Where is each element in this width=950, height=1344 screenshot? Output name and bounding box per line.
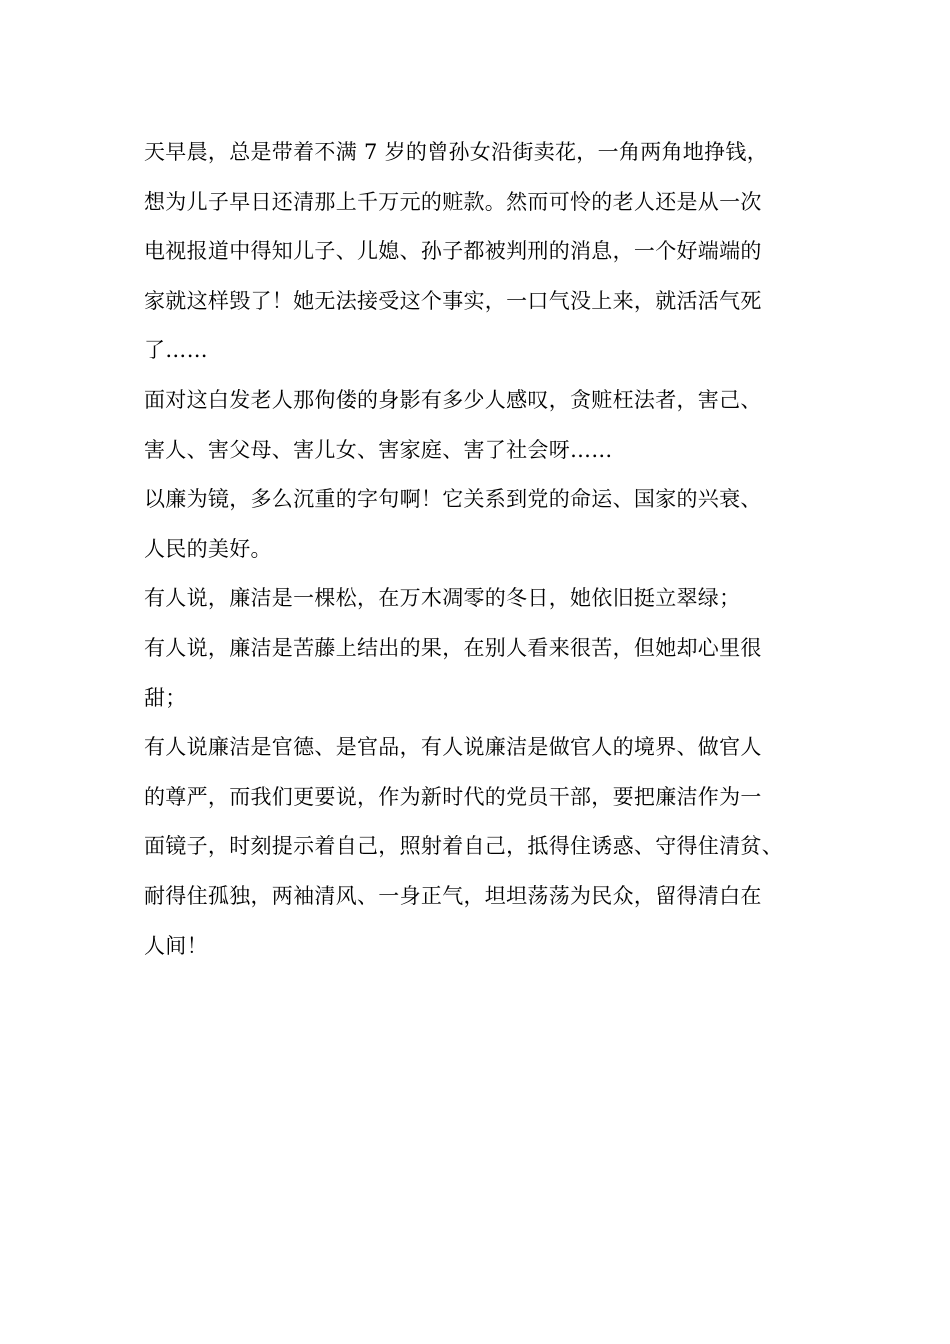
text-line: 人间！ xyxy=(144,933,208,958)
text-line: 了…… xyxy=(144,338,208,363)
text-line: 想为儿子早日还清那上千万元的赃款。然而可怜的老人还是从一次 xyxy=(144,189,762,214)
text-line: 害人、害父母、害儿女、害家庭、害了社会呀…… xyxy=(144,437,613,462)
text-line: 耐得住孤独，两袖清风、一身正气，坦坦荡荡为民众，留得清白在 xyxy=(144,883,762,908)
text-line: 人民的美好。 xyxy=(144,536,272,561)
text-line: 电视报道中得知儿子、儿媳、孙子都被判刑的消息，一个好端端的 xyxy=(144,239,762,264)
text-line: 面镜子，时刻提示着自己，照射着自己，抵得住诱惑、守得住清贫、 xyxy=(144,834,783,859)
text-line: 有人说廉洁是官德、是官品，有人说廉洁是做官人的境界、做官人 xyxy=(144,735,762,760)
text-line: 的尊严，而我们更要说，作为新时代的党员干部，要把廉洁作为一 xyxy=(144,784,762,809)
text-line: 面对这白发老人那佝偻的身影有多少人感叹，贪赃枉法者，害己、 xyxy=(144,387,762,412)
text-line: 甜； xyxy=(144,685,187,710)
body-text xyxy=(144,128,824,971)
text-line: 天早晨，总是带着不满 7 岁的曾孙女沿街卖花，一角两角地挣钱， xyxy=(144,140,769,164)
text-line: 有人说，廉洁是苦藤上结出的果，在别人看来很苦，但她却心里很 xyxy=(144,635,762,660)
text-line: 以廉为镜，多么沉重的字句啊！它关系到党的命运、国家的兴衰、 xyxy=(144,487,762,512)
text-line: 家就这样毁了！她无法接受这个事实，一口气没上来，就活活气死 xyxy=(144,288,762,313)
text-line: 有人说，廉洁是一棵松，在万木凋零的冬日，她依旧挺立翠绿； xyxy=(144,586,741,611)
